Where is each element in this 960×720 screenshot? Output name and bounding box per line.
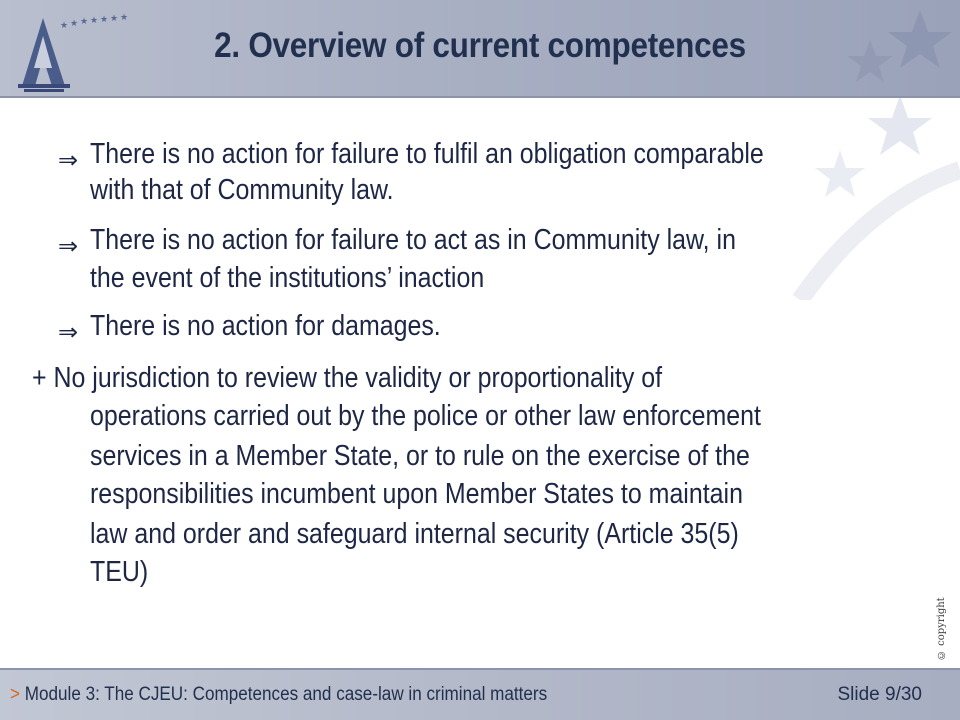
paragraph-line: law and order and safeguard internal security (Article 35(5)	[90, 518, 739, 550]
svg-text:★: ★	[100, 15, 109, 25]
paragraph-line: responsibilities incumbent upon Member States to maintain	[90, 478, 743, 510]
footer-prefix-icon: >	[10, 684, 20, 705]
paragraph-line: operations carried out by the police or other law enforcement	[90, 400, 761, 432]
svg-text:★: ★	[70, 19, 79, 29]
slide-number: Slide 9/30	[837, 684, 922, 705]
svg-text:★: ★	[80, 17, 89, 27]
svg-text:★: ★	[90, 16, 99, 26]
paragraph-line: services in a Member State, or to rule on the exercise of the	[90, 440, 750, 472]
svg-text:★: ★	[110, 14, 119, 24]
paragraph-line: + No jurisdiction to review the validity or proportionality of	[32, 362, 663, 394]
bullet-arrow-icon: ⇒	[58, 233, 79, 260]
slide-title: 2. Overview of current competences	[214, 26, 746, 65]
bullet-line: There is no action for failure to fulfil an obligation comparable	[90, 138, 764, 170]
bullet-arrow-icon: ⇒	[58, 147, 79, 174]
bullet-line: with that of Community law.	[90, 174, 394, 206]
bullet-arrow-icon: ⇒	[58, 319, 79, 346]
bullet-line: There is no action for failure to act as in Community law, in	[90, 224, 736, 256]
paragraph-line: TEU)	[90, 556, 149, 588]
svg-text:★: ★	[60, 21, 69, 31]
svg-text:★: ★	[120, 13, 129, 23]
footer-module-label	[10, 684, 547, 706]
bullet-line: There is no action for damages.	[90, 310, 441, 342]
bullet-line: the event of the institutions’ inaction	[90, 262, 485, 294]
copyright-notice: © copyright	[936, 597, 947, 660]
footer-module-text: Module 3: The CJEU: Competences and case-law in criminal matters	[19, 684, 548, 705]
